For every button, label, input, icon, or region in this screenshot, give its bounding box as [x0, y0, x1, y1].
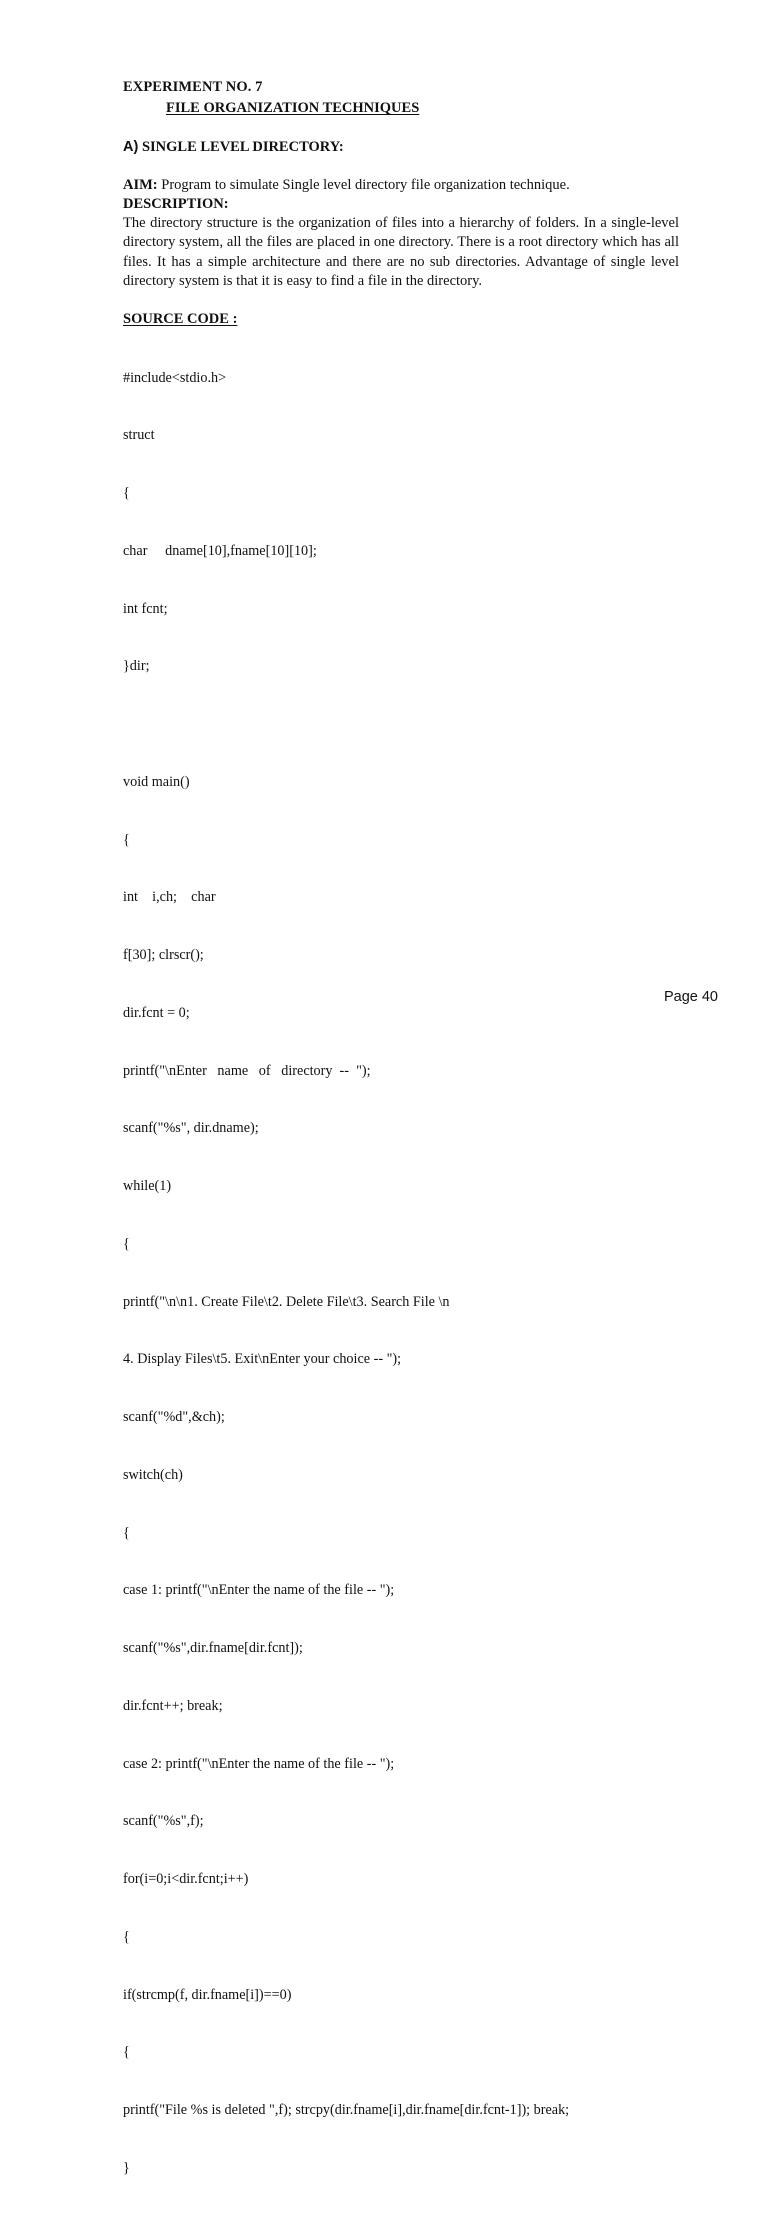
code-line	[123, 715, 683, 734]
code-line: scanf("%s",f);	[123, 1813, 204, 1830]
code-line: scanf("%d",&ch);	[123, 1409, 225, 1425]
aim-label: AIM:	[123, 177, 158, 193]
page-number: Page 40	[663, 989, 718, 1005]
code-line: scanf("%s", dir.dname);	[123, 1120, 259, 1137]
code-line: scanf("%s",dir.fname[dir.fcnt]);	[123, 1640, 303, 1656]
code-line: switch(ch)	[123, 1466, 183, 1483]
code-line: case 2: printf("\nEnter the name of the file -- ");	[123, 1755, 395, 1772]
code-line: if(strcmp(f, dir.fname[i])==0)	[123, 1986, 292, 2003]
code-line: #include<stdio.h>	[123, 369, 227, 386]
description-label: DESCRIPTION:	[123, 196, 229, 212]
code-line: }dir;	[123, 658, 150, 675]
section-title: SINGLE LEVEL DIRECTORY:	[141, 139, 344, 155]
experiment-title: FILE ORGANIZATION TECHNIQUES	[166, 100, 420, 116]
code-line: {	[123, 1928, 130, 1945]
code-line: f[30]; clrscr();	[123, 947, 204, 963]
code-line: char dname[10],fname[10][10];	[123, 542, 317, 559]
code-line: int i,ch; char	[123, 889, 216, 906]
code-line: {	[123, 831, 130, 848]
code-line: printf("\n\n1. Create File\t2. Delete File\t3. Search File \n	[123, 1293, 450, 1310]
aim-paragraph	[123, 177, 570, 194]
code-line: void main()	[123, 773, 190, 790]
code-line: {	[123, 1524, 130, 1541]
experiment-number: EXPERIMENT NO. 7	[123, 79, 263, 95]
aim-text: Program to simulate Single level directory file organization technique.	[157, 177, 570, 193]
source-code-label: SOURCE CODE :	[123, 311, 238, 327]
code-line: struct	[123, 427, 155, 444]
code-line: printf("\nEnter name of directory -- ");	[123, 1062, 371, 1079]
code-line: }	[123, 2159, 130, 2176]
code-line: {	[123, 2044, 130, 2061]
code-line: dir.fcnt++; break;	[123, 1697, 223, 1714]
code-line: while(1)	[123, 1178, 172, 1194]
description-text: The directory structure is the organization of files into a hierarchy of folders. In a single-level directory system, all the files are placed in one directory. There is a root directory which has all files. It has a simple architecture and there are no sub directories. Advantage of single level directory system is that it is easy to find a file in the directory.	[123, 215, 679, 289]
code-line: int fcnt;	[123, 600, 168, 617]
code-line: case 1: printf("\nEnter the name of the file -- ");	[123, 1582, 395, 1599]
section-heading	[123, 139, 344, 156]
code-line: dir.fcnt = 0;	[123, 1004, 190, 1021]
code-line: {	[123, 485, 130, 501]
code-line: {	[123, 1235, 130, 1252]
code-line: 4. Display Files\t5. Exit\nEnter your choice -- ");	[123, 1351, 402, 1368]
section-letter: A)	[123, 139, 139, 155]
code-line: printf("File %s is deleted ",f); strcpy(dir.fname[i],dir.fname[dir.fcnt-1]); break;	[123, 2102, 570, 2118]
code-line: for(i=0;i<dir.fcnt;i++)	[123, 1871, 249, 1887]
source-code-block	[123, 330, 683, 2217]
